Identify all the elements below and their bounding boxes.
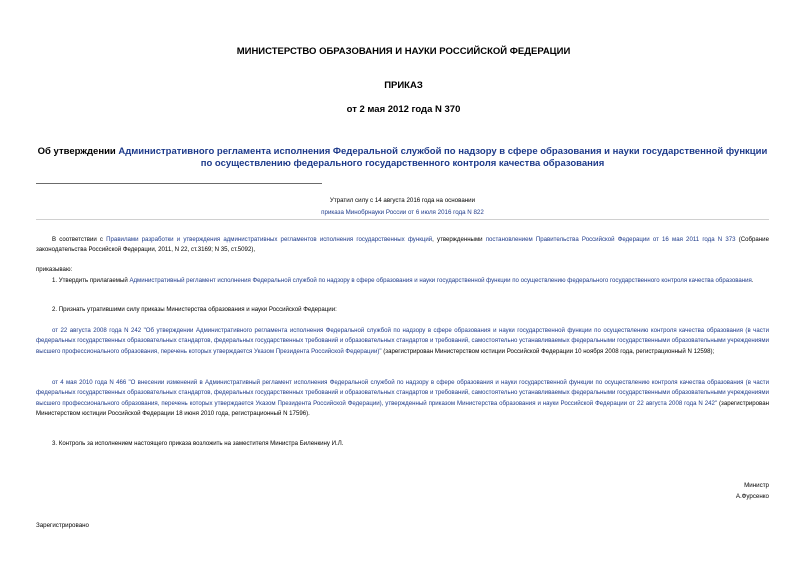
item-3-paragraph: 3. Контроль за исполнением настоящего приказа возложить на заместителя Министра Биленкину И.Л. <box>52 440 344 447</box>
basis-text-2: , утвержденными <box>432 236 486 243</box>
item-2-paragraph: 2. Признать утратившими силу приказы Министерства образования и науки Российской Федерации: <box>52 306 337 313</box>
basis-text-1: В соответствии с <box>52 236 107 243</box>
basis-paragraph <box>36 235 769 256</box>
regulation-title-link[interactable]: Административного регламента исполнения Федеральной службой по надзору в сфере образования и науки государственной функции по осуществлению федерального государственного контроля качества образования <box>118 146 768 169</box>
revoked-order-1-link[interactable]: от 22 августа 2008 года N 242 "Об утверждении Административного регламента исполнения Федеральной службой по надзору в сфере образования и науки государственной функции по осуществлению контроля качества образования (в части федеральных государственных образовательных стандартов, федеральных государственных требований и образовательных стандартов и требований, самостоятельно устанавливаемых федеральными государственными образовательными учреждениями высшего профессионального образования, перечень которых утверждается Указом Президента Российской Федерации)" <box>36 327 769 355</box>
expiry-note-text: Утратил силу с 14 августа 2016 года на основании <box>329 197 476 204</box>
order-word: приказываю: <box>36 266 73 273</box>
rules-link[interactable]: Правилами разработки и утверждения административных регламентов исполнения государственных функций <box>106 236 433 243</box>
revoked-order-2-link[interactable]: от 4 мая 2010 года N 466 "О внесении изменений в Административный регламент исполнения Федеральной службой по надзору в сфере образования и науки государственной функции по осуществлению контроля качества образования (в части федеральных государственных образовательных стандартов, федеральных государственных требований и образовательных стандартов и требований, самостоятельно устанавливаемых федеральными государственными образовательными учреждениями высшего профессионального образования, перечень которых утверждается Указом Президента Российской Федерации), утвержденный приказом Министерства образования и науки Российской Федерации от 22 августа 2008 года N 242" <box>36 379 769 407</box>
revoked-order-1 <box>36 326 769 357</box>
expiry-order-link[interactable]: приказа Минобрнауки России от 6 июля 2016 года N 822 <box>321 209 484 216</box>
item-1-end: . <box>751 277 754 284</box>
signatory-name: А.Фурсенко <box>735 492 769 500</box>
revoked-order-2 <box>36 378 769 419</box>
divider-short <box>36 183 322 184</box>
revoked-order-1-registration: (зарегистрирован Министерством юстиции Российской Федерации 10 ноября 2008 года, регистрационный N 12598); <box>381 347 715 355</box>
revoked-order-2-registration: (зарегистрирован Министерством юстиции Российской Федерации 18 июня 2010 года, регистрационный N 17596). <box>36 399 769 417</box>
order-type-heading: ПРИКАЗ <box>384 80 423 91</box>
registered-note: Зарегистрировано <box>36 522 89 529</box>
basis-text-3: (Собрание законодательства Российской Федерации, 2011, N 22, ст.3169; N 35, ст.5092), <box>36 236 769 254</box>
signature-block <box>736 481 769 502</box>
item-1-paragraph <box>36 276 769 286</box>
order-title <box>36 146 769 170</box>
signatory-position: Министр <box>744 482 769 489</box>
expiry-note <box>36 195 769 219</box>
government-decree-link[interactable]: постановлением Правительства Российской Федерации от 16 мая 2011 года N 373 <box>485 236 736 243</box>
order-title-prefix: Об утверждении <box>37 146 119 157</box>
ministry-heading: МИНИСТЕРСТВО ОБРАЗОВАНИЯ И НАУКИ РОССИЙСКОЙ ФЕДЕРАЦИИ <box>236 46 571 57</box>
item-1-text: 1. Утвердить прилагаемый <box>52 277 130 284</box>
divider-full <box>36 219 769 220</box>
regulation-link[interactable]: Административный регламент исполнения Федеральной службой по надзору в сфере образования и науки государственной функции по осуществлению федерального государственного контроля качества образования <box>129 277 752 284</box>
order-date-heading: от 2 мая 2012 года N 370 <box>346 104 461 115</box>
